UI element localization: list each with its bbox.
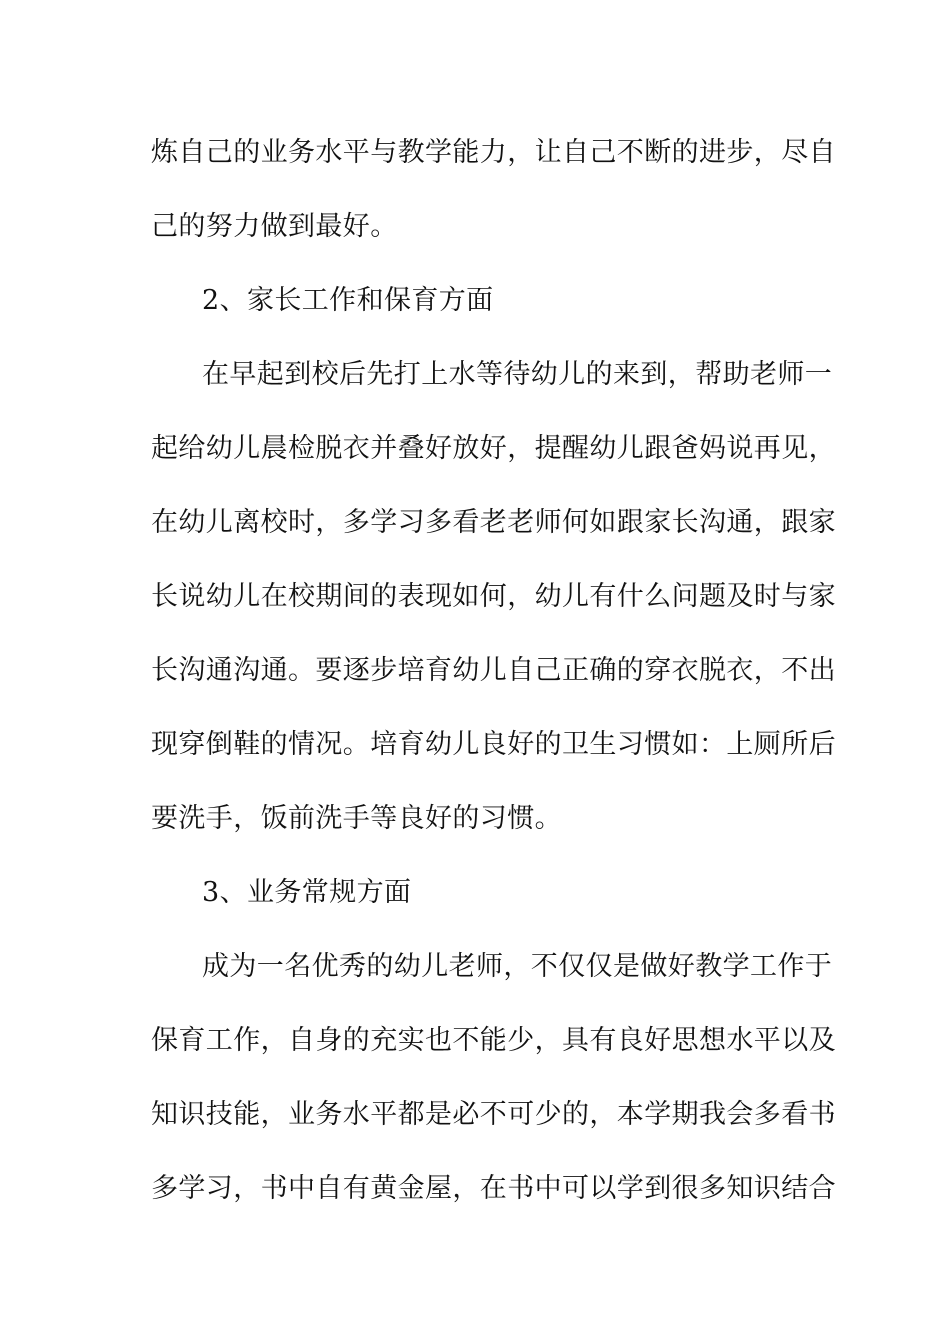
paragraph-line: 起给幼儿晨检脱衣并叠好放好，提醒幼儿跟爸妈说再见， [151, 433, 836, 464]
paragraph-line: 在早起到校后先打上水等待幼儿的来到，帮助老师一 [202, 359, 833, 390]
paragraph-line: 要洗手，饭前洗手等良好的习惯。 [151, 803, 562, 834]
paragraph-line: 现穿倒鞋的情况。培育幼儿良好的卫生习惯如：上厕所后 [151, 729, 836, 760]
section-heading-parent-work: 2、家长工作和保育方面 [202, 285, 494, 316]
paragraph-line: 长沟通沟通。要逐步培育幼儿自己正确的穿衣脱衣，不出 [151, 655, 836, 686]
paragraph-line: 保育工作，自身的充实也不能少，具有良好思想水平以及 [151, 1025, 836, 1056]
section-heading-business-routine: 3、业务常规方面 [202, 877, 412, 908]
paragraph-line: 多学习，书中自有黄金屋，在书中可以学到很多知识结合 [151, 1173, 836, 1204]
paragraph-line: 炼自己的业务水平与教学能力，让自己不断的进步，尽自 [151, 137, 836, 168]
paragraph-line: 成为一名优秀的幼儿老师，不仅仅是做好教学工作于 [202, 951, 833, 982]
paragraph-line: 长说幼儿在校期间的表现如何，幼儿有什么问题及时与家 [151, 581, 836, 612]
paragraph-line: 己的努力做到最好。 [151, 211, 398, 242]
paragraph-line: 知识技能，业务水平都是必不可少的，本学期我会多看书 [151, 1099, 836, 1130]
paragraph-line: 在幼儿离校时，多学习多看老老师何如跟家长沟通，跟家 [151, 507, 836, 538]
